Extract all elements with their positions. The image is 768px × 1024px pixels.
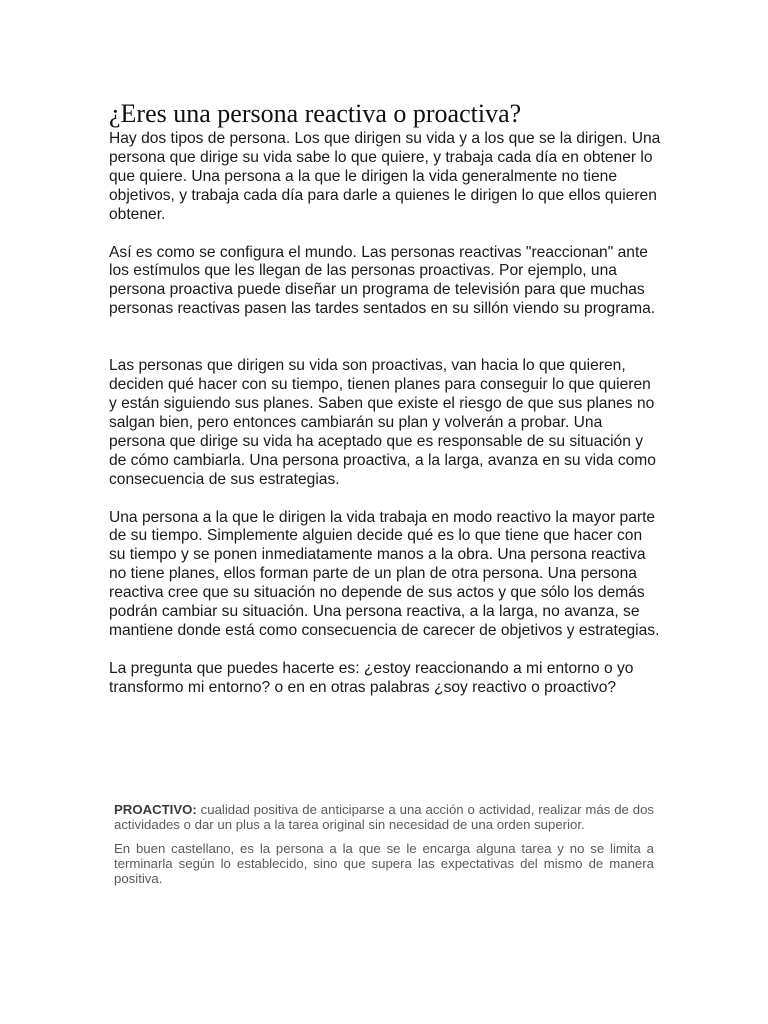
definition-term: PROACTIVO: <box>114 802 197 817</box>
document-body <box>109 100 661 698</box>
page-title: ¿Eres una persona reactiva o proactiva? <box>109 99 522 128</box>
definition-text: cualidad positiva de anticiparse a una acción o actividad, realizar más de dos actividades o dar un plus a la tarea original sin necesidad de una orden superior. <box>114 802 654 833</box>
paragraph-3: Las personas que dirigen su vida son proactivas, van hacia lo que quieren, deciden qué hacer con su tiempo, tienen planes para conseguir lo que quieren y están siguiendo sus planes. Saben que existe el riesgo de que sus planes no salgan bien, pero entonces cambiarán su plan y volverán a probar. Una persona que dirige su vida ha aceptado que es responsable de su situación y de cómo cambiarla. Una persona proactiva, a la larga, avanza en su vida como consecuencia de sus estrategias. <box>109 357 656 488</box>
definition-paragraph <box>114 802 654 833</box>
paragraph-2: Así es como se configura el mundo. Las personas reactivas "reaccionan" ante los estímulos que les llegan de las personas proactivas. Por ejemplo, una persona proactiva puede diseñar un programa de televisión para que muchas personas reactivas pasen las tardes sentados en su sillón viendo su programa. <box>109 243 656 318</box>
definition-extra: En buen castellano, es la persona a la que se le encarga alguna tarea y no se limita a terminarla según lo establecido, sino que supera las expectativas del mismo de manera positiva. <box>114 840 654 887</box>
paragraph-5: La pregunta que puedes hacerte es: ¿estoy reaccionando a mi entorno o yo transformo mi entorno? o en en otras palabras ¿soy reactivo o proactivo? <box>109 659 634 696</box>
paragraph-1: Hay dos tipos de persona. Los que dirigen su vida y a los que se la dirigen. Una persona que dirige su vida sabe lo que quiere, y trabaja cada día en obtener lo que quiere. Una persona a la que le dirigen la vida generalmente no tiene objetivos, y trabaja cada día para darle a quienes le dirigen lo que ellos quieren obtener. <box>109 130 661 223</box>
paragraph-4: Una persona a la que le dirigen la vida trabaja en modo reactivo la mayor parte de su tiempo. Simplemente alguien decide qué es lo que tiene que hacer con su tiempo y se ponen inmediatamente manos a la obra. Una persona reactiva no tiene planes, ellos forman parte de un plan de otra persona. Una persona reactiva cree que su situación no depende de sus actos y que sólo los demás podrán cambiar su situación. Una persona reactiva, a la larga, no avanza, se mantiene donde está como consecuencia de carecer de objetivos y estrategias. <box>109 508 660 639</box>
definition-box <box>114 802 654 886</box>
